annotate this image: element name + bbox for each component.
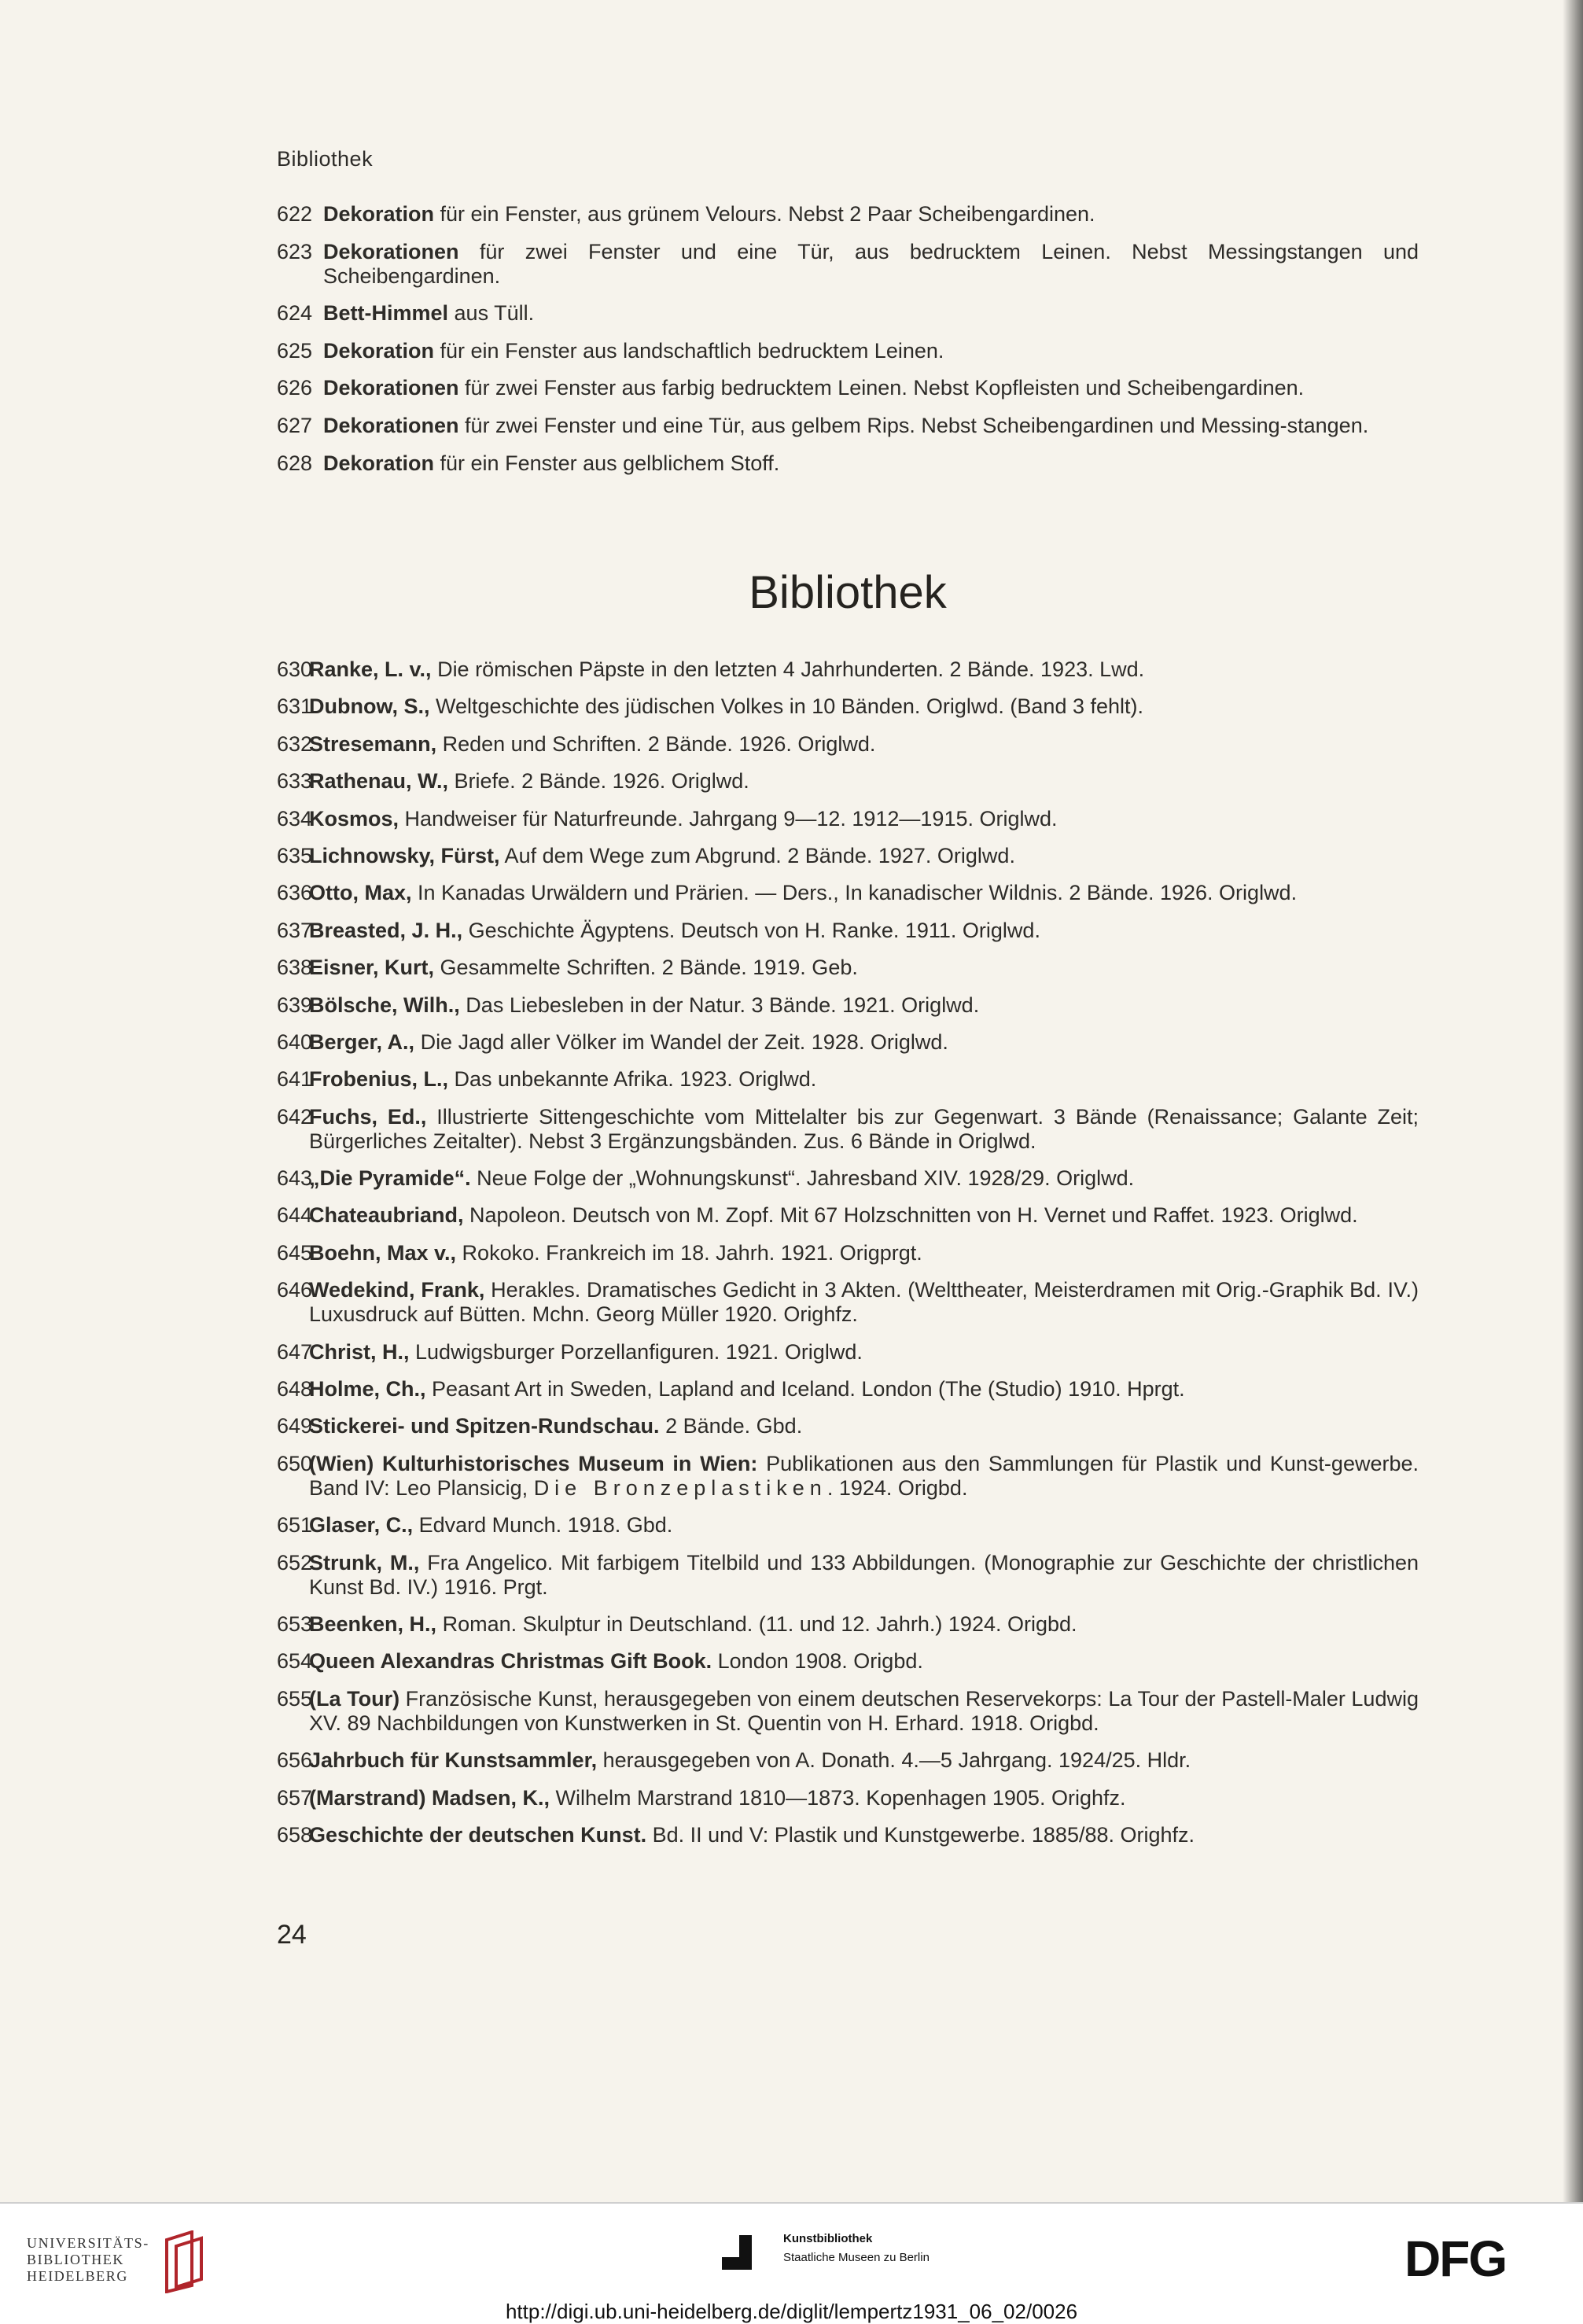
catalog-entry — [277, 993, 1419, 1018]
catalog-entry — [277, 240, 1419, 289]
lot-number: 656 — [277, 1748, 313, 1773]
catalog-entry — [277, 1612, 1419, 1637]
lot-number: 637 — [277, 918, 313, 942]
catalog-group-textiles — [277, 202, 1419, 488]
catalog-entry — [277, 657, 1419, 682]
lot-number: 658 — [277, 1822, 313, 1847]
page-edge-shadow — [1563, 0, 1583, 2202]
catalog-entry — [277, 1278, 1419, 1327]
lot-description: London 1908. Origbd. — [712, 1649, 923, 1674]
catalog-entry — [277, 1030, 1419, 1055]
lot-author: Ranke, L. v., — [309, 657, 432, 681]
page-number: 24 — [277, 1920, 307, 1950]
lot-author: Stresemann, — [309, 731, 437, 756]
lot-author: (La Tour) — [309, 1686, 400, 1711]
lot-description: für ein Fenster aus gelblichem Stoff. — [434, 451, 780, 475]
lot-number: 625 — [277, 338, 313, 363]
catalog-entry — [277, 769, 1419, 794]
catalog-entry — [277, 301, 1419, 326]
catalog-entry — [277, 1513, 1419, 1538]
lot-author: Kosmos, — [309, 806, 399, 831]
lot-title: Dekoration — [323, 451, 435, 475]
catalog-entry — [277, 1105, 1419, 1154]
lot-number: 643 — [277, 1166, 313, 1191]
lot-number: 644 — [277, 1203, 313, 1228]
lot-number: 624 — [277, 301, 313, 326]
catalog-entry — [277, 1166, 1419, 1191]
catalog-entry — [277, 451, 1419, 476]
lot-number: 648 — [277, 1377, 313, 1401]
lot-author: Beenken, H., — [309, 1611, 437, 1636]
lot-description: für zwei Fenster und eine Tür, aus bedrucktem Leinen. Nebst Messingstangen und Scheibengardinen. — [323, 239, 1419, 288]
lot-description: Roman. Skulptur in Deutschland. (11. und 12. Jahrh.) 1924. Origbd. — [436, 1611, 1077, 1636]
lot-title: Dekorationen — [323, 239, 459, 263]
lot-number: 649 — [277, 1414, 313, 1438]
kunstbibliothek-logo[interactable] — [722, 2227, 958, 2282]
lot-description: Gesammelte Schriften. 2 Bände. 1919. Geb. — [434, 956, 858, 980]
lot-number: 636 — [277, 881, 313, 905]
ub-heidelberg-logo[interactable] — [27, 2227, 208, 2298]
lot-number: 651 — [277, 1513, 313, 1538]
kunstbibliothek-mark-icon — [722, 2234, 761, 2271]
lot-author: Dubnow, S., — [309, 694, 430, 719]
catalog-entry — [277, 844, 1419, 868]
lot-author: Strunk, M., — [309, 1550, 420, 1575]
catalog-entry — [277, 1241, 1419, 1265]
catalog-entry — [277, 956, 1419, 980]
lot-description: Rokoko. Frankreich im 18. Jahrh. 1921. Origprgt. — [456, 1240, 922, 1265]
lot-author: Fuchs, Ed., — [309, 1104, 427, 1129]
lot-description: Reden und Schriften. 2 Bände. 1926. Origlwd. — [436, 731, 876, 756]
lot-author: Otto, Max, — [309, 881, 412, 905]
permalink-url[interactable]: http://digi.ub.uni-heidelberg.de/diglit/lempertz1931_06_02/0026 — [505, 2300, 1078, 2323]
lot-description: herausgegeben von A. Donath. 4.—5 Jahrgang. 1924/25. Hldr. — [597, 1748, 1191, 1773]
catalog-entry — [277, 1649, 1419, 1674]
lot-author: (Wien) Kulturhistorisches Museum in Wien: — [309, 1451, 758, 1475]
lot-number: 622 — [277, 202, 313, 226]
lot-title: Dekorationen — [323, 413, 459, 437]
lot-number: 627 — [277, 413, 313, 437]
catalog-entry — [277, 414, 1419, 438]
catalog-entry — [277, 1551, 1419, 1600]
lot-number: 638 — [277, 956, 313, 980]
lot-number: 653 — [277, 1611, 313, 1636]
lot-description: Herakles. Dramatisches Gedicht in 3 Akten. (Welttheater, Meisterdramen mit Orig.-Graphik Bd. IV.) Luxusdruck auf Bütten. Mchn. Georg Müller 1920. Orighfz. — [309, 1278, 1419, 1327]
lot-description: Das Liebesleben in der Natur. 3 Bände. 1921. Origlwd. — [459, 993, 980, 1017]
lot-author: Wedekind, Frank, — [309, 1278, 485, 1302]
lot-author: Breasted, J. H., — [309, 918, 463, 942]
lot-number: 657 — [277, 1785, 313, 1810]
section-title: Bibliothek — [749, 567, 947, 618]
lot-description: Französische Kunst, herausgegeben von einem deutschen Reservekorps: La Tour der Pastell-Maler Ludwig XV. 89 Nachbildungen von Kunstwerken in St. Quentin von H. Erhard. 1918. Origbd. — [309, 1686, 1419, 1735]
lot-number: 650 — [277, 1451, 313, 1475]
running-head: Bibliothek — [277, 147, 374, 171]
catalog-entry — [277, 1823, 1419, 1847]
lot-author: Bölsche, Wilh., — [309, 993, 460, 1017]
lot-number: 623 — [277, 239, 313, 263]
lot-number: 633 — [277, 769, 313, 794]
lot-description: Handweiser für Naturfreunde. Jahrgang 9—12. 1912—1915. Origlwd. — [399, 806, 1058, 831]
lot-description: Wilhelm Marstrand 1810—1873. Kopenhagen 1905. Orighfz. — [550, 1785, 1126, 1810]
catalog-entry — [277, 1340, 1419, 1365]
catalog-entry — [277, 1414, 1419, 1438]
dfg-logo[interactable] — [1404, 2234, 1562, 2281]
lot-description: Peasant Art in Sweden, Lapland and Iceland. London (The (Studio) 1910. Hprgt. — [425, 1377, 1185, 1401]
lot-number: 652 — [277, 1550, 313, 1575]
lot-description: Das unbekannte Afrika. 1923. Origlwd. — [448, 1067, 817, 1092]
catalog-group-library — [277, 657, 1419, 1860]
catalog-entry — [277, 1452, 1419, 1501]
lot-description: Die Jagd aller Völker im Wandel der Zeit. 1928. Origlwd. — [414, 1029, 948, 1054]
lot-description: Napoleon. Deutsch von M. Zopf. Mit 67 Holzschnitten von H. Vernet und Raffet. 1923. Origlwd. — [463, 1203, 1358, 1228]
lot-author: Glaser, C., — [309, 1513, 414, 1538]
catalog-entry — [277, 881, 1419, 905]
catalog-entry — [277, 1687, 1419, 1736]
lot-author: Queen Alexandras Christmas Gift Book. — [309, 1649, 712, 1674]
lot-description-tail: . 1924. Origbd. — [826, 1475, 968, 1500]
lot-number: 631 — [277, 694, 313, 719]
lot-description: Neue Folge der „Wohnungskunst“. Jahresband XIV. 1928/29. Origlwd. — [470, 1166, 1135, 1191]
dfg-logo-text: DFG — [1404, 2234, 1507, 2281]
lot-description: In Kanadas Urwäldern und Prärien. — Ders., In kanadischer Wildnis. 2 Bände. 1926. Origlwd. — [411, 881, 1298, 905]
lot-number: 639 — [277, 993, 313, 1017]
lot-description: für zwei Fenster und eine Tür, aus gelbem Rips. Nebst Scheibengardinen und Messing-stangen. — [458, 413, 1369, 437]
lot-author: Berger, A., — [309, 1029, 415, 1054]
lot-author: (Marstrand) Madsen, K., — [309, 1785, 550, 1810]
lot-number: 642 — [277, 1104, 313, 1129]
lot-author: Chateaubriand, — [309, 1203, 464, 1228]
lot-description: Briefe. 2 Bände. 1926. Origlwd. — [448, 769, 749, 794]
footer-divider — [0, 2202, 1583, 2204]
lot-author: „Die Pyramide“. — [309, 1166, 471, 1191]
lot-number: 647 — [277, 1339, 313, 1364]
lot-title: Dekorationen — [323, 376, 459, 400]
lot-description: 2 Bände. Gbd. — [659, 1414, 803, 1438]
lot-description: für ein Fenster, aus grünem Velours. Nebst 2 Paar Scheibengardinen. — [434, 202, 1095, 226]
lot-author: Christ, H., — [309, 1339, 410, 1364]
lot-description: Die römischen Päpste in den letzten 4 Jahrhunderten. 2 Bände. 1923. Lwd. — [431, 657, 1145, 681]
catalog-entry — [277, 1377, 1419, 1401]
lot-description: Auf dem Wege zum Abgrund. 2 Bände. 1927. Origlwd. — [499, 843, 1015, 867]
lot-title: Dekoration — [323, 202, 435, 226]
lot-description: Weltgeschichte des jüdischen Volkes in 10 Bänden. Origlwd. (Band 3 fehlt). — [429, 694, 1144, 719]
lot-number: 635 — [277, 843, 313, 867]
lot-number: 640 — [277, 1029, 313, 1054]
lot-title: Bett-Himmel — [323, 301, 449, 326]
catalog-entry — [277, 732, 1419, 757]
catalog-entry — [277, 339, 1419, 363]
lot-author: Eisner, Kurt, — [309, 956, 435, 980]
lot-description: Publikationen aus den Sammlungen für Plastik und Kunst-gewerbe. Band IV: Leo Plansicig, — [309, 1451, 1419, 1500]
catalog-entry — [277, 807, 1419, 831]
lot-number: 641 — [277, 1067, 313, 1092]
ub-logo-text: UNIVERSITÄTS- BIBLIOTHEK HEIDELBERG — [27, 2235, 149, 2284]
catalog-entry — [277, 1748, 1419, 1773]
lot-number: 626 — [277, 376, 313, 400]
catalog-entry — [277, 202, 1419, 227]
lot-description: Edvard Munch. 1918. Gbd. — [413, 1513, 673, 1538]
lot-title: Dekoration — [323, 338, 435, 363]
lot-author: Rathenau, W., — [309, 769, 449, 794]
lot-author: Boehn, Max v., — [309, 1240, 457, 1265]
lot-author: Frobenius, L., — [309, 1067, 449, 1092]
lot-author: Stickerei- und Spitzen-Rundschau. — [309, 1414, 660, 1438]
lot-title-spaced: Die Bronzeplastiken — [533, 1475, 827, 1500]
lot-author: Holme, Ch., — [309, 1377, 426, 1401]
lot-description: Bd. II und V: Plastik und Kunstgewerbe. 1885/88. Orighfz. — [646, 1822, 1195, 1847]
lot-description: für ein Fenster aus landschaftlich bedrucktem Leinen. — [434, 338, 944, 363]
lot-number: 646 — [277, 1278, 313, 1302]
catalog-entry — [277, 694, 1419, 719]
catalog-entry — [277, 376, 1419, 400]
lot-author: Jahrbuch für Kunstsammler, — [309, 1748, 598, 1773]
lot-description: Geschichte Ägyptens. Deutsch von H. Ranke. 1911. Origlwd. — [462, 918, 1040, 942]
lot-author: Geschichte der deutschen Kunst. — [309, 1822, 647, 1847]
lot-number: 634 — [277, 806, 313, 831]
catalog-entry — [277, 1786, 1419, 1810]
lot-number: 655 — [277, 1686, 313, 1711]
lot-description: Fra Angelico. Mit farbigem Titelbild und 133 Abbildungen. (Monographie zur Geschichte der christlichen Kunst Bd. IV.) 1916. Prgt. — [309, 1550, 1419, 1599]
lot-description: Illustrierte Sittengeschichte vom Mittelalter bis zur Gegenwart. 3 Bände (Renaissance; Galante Zeit; Bürgerliches Zeitalter). Nebst 3 Ergänzungsbänden. Zus. 6 Bände in Origlwd. — [309, 1104, 1419, 1153]
ub-mark-icon — [160, 2230, 208, 2293]
kunstbibliothek-title: Kunstbibliothek — [783, 2232, 873, 2245]
lot-number: 645 — [277, 1240, 313, 1265]
catalog-entry — [277, 1067, 1419, 1092]
kunstbibliothek-subtitle: Staatliche Museen zu Berlin — [783, 2251, 930, 2264]
lot-description: für zwei Fenster aus farbig bedrucktem Leinen. Nebst Kopfleisten und Scheibengardinen. — [458, 376, 1305, 400]
catalog-entry — [277, 919, 1419, 943]
lot-author: Lichnowsky, Fürst, — [309, 843, 500, 867]
lot-number: 630 — [277, 657, 313, 681]
lot-description: aus Tüll. — [448, 301, 535, 326]
lot-description: Ludwigsburger Porzellanfiguren. 1921. Origlwd. — [409, 1339, 863, 1364]
lot-number: 628 — [277, 451, 313, 475]
viewer-footer — [0, 2202, 1583, 2323]
lot-number: 654 — [277, 1649, 313, 1674]
catalog-entry — [277, 1203, 1419, 1228]
lot-number: 632 — [277, 731, 313, 756]
